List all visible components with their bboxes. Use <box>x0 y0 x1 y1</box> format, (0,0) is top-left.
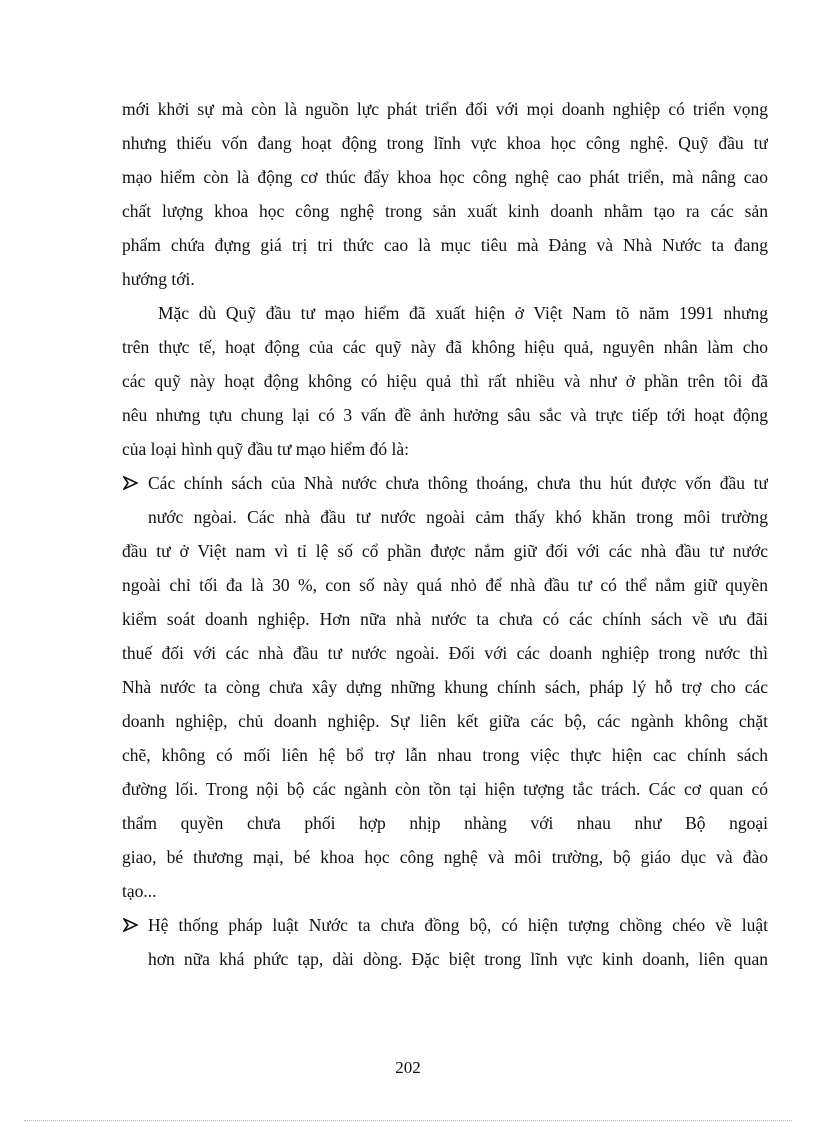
page-body <box>122 92 768 976</box>
page-number: 202 <box>395 1058 421 1077</box>
paragraph-2 <box>122 296 768 466</box>
text-line: mạo hiểm còn là động cơ thúc đẩy khoa học công nghệ cao phát triển, mà nâng cao <box>122 167 768 187</box>
text-line: thẩm quyền chưa phối hợp nhịp nhàng với nhau như Bộ ngoại <box>122 813 768 833</box>
bullet-item-2 <box>122 908 768 976</box>
text-line: chẽ, không có mối liên hệ bổ trợ lẫn nhau trong việc thực hiện cac chính sách <box>122 745 768 765</box>
text-line: đầu tư ở Việt nam vì tỉ lệ số cổ phần được nắm giữ đối với các nhà đầu tư nước <box>122 541 768 561</box>
arrow-bullet-icon <box>122 466 138 500</box>
text-line: hơn nữa khá phức tạp, dài dòng. Đặc biệt trong lĩnh vực kinh doanh, liên quan <box>148 949 768 969</box>
text-line: ngoài chỉ tối đa là 30 %, con số này quá nhỏ để nhà đầu tư có thể nắm giữ quyền <box>122 575 768 595</box>
text-line: doanh nghiệp, chủ doanh nghiệp. Sự liên kết giữa các bộ, các ngành không chặt <box>122 711 768 731</box>
bullet-line <box>122 908 768 942</box>
text-line: giao, bé thương mại, bé khoa học công nghệ và môi trường, bộ giáo dục và đào <box>122 847 768 867</box>
text-line: tạo... <box>122 881 157 901</box>
text-line: kiểm soát doanh nghiệp. Hơn nữa nhà nước ta chưa có các chính sách về ưu đãi <box>122 609 768 629</box>
page-bottom-divider <box>24 1120 792 1121</box>
text-line: phẩm chứa đựng giá trị tri thức cao là mục tiêu mà Đảng và Nhà Nước ta đang <box>122 235 768 255</box>
text-line: nước ngòai. Các nhà đầu tư nước ngoài cảm thấy khó khăn trong môi trường <box>148 507 768 527</box>
text-line: của loại hình quỹ đầu tư mạo hiểm đó là: <box>122 439 409 459</box>
bullet-text: Các chính sách của Nhà nước chưa thông thoáng, chưa thu hút được vốn đầu tư <box>148 473 768 493</box>
paragraph-1 <box>122 92 768 296</box>
text-line: Nhà nước ta còng chưa xây dựng những khung chính sách, pháp lý hỗ trợ cho các <box>122 677 768 697</box>
text-line: nêu nhưng tựu chung lại có 3 vấn đề ảnh hưởng sâu sắc và trực tiếp tới hoạt động <box>122 405 768 425</box>
bullet-line <box>122 466 768 500</box>
bullet-item-1 <box>122 466 768 908</box>
text-line: mới khởi sự mà còn là nguồn lực phát triển đối với mọi doanh nghiệp có triển vọng <box>122 99 768 119</box>
text-line: nhưng thiếu vốn đang hoạt động trong lĩnh vực khoa học công nghệ. Quỹ đầu tư <box>122 133 768 153</box>
bullet-text: Hệ thống pháp luật Nước ta chưa đồng bộ, có hiện tượng chồng chéo về luật <box>148 915 768 935</box>
text-line: trên thực tế, hoạt động của các quỹ này đã không hiệu quả, nguyên nhân làm cho <box>122 337 768 357</box>
text-line: thuế đối với các nhà đầu tư nước ngoài. Đối với các doanh nghiệp trong nước thì <box>122 643 768 663</box>
text-line: đường lối. Trong nội bộ các ngành còn tồn tại hiện tượng tắc trách. Các cơ quan có <box>122 779 768 799</box>
text-line: hướng tới. <box>122 269 195 289</box>
text-line: các quỹ này hoạt động không có hiệu quả thì rất nhiều và như ở phần trên tôi đã <box>122 371 768 391</box>
text-line: Mặc dù Quỹ đầu tư mạo hiểm đã xuất hiện ở Việt Nam tõ năm 1991 nhưng <box>158 303 768 323</box>
arrow-bullet-icon <box>122 908 138 942</box>
text-line: chất lượng khoa học công nghệ trong sản xuất kinh doanh nhằm tạo ra các sản <box>122 201 768 221</box>
